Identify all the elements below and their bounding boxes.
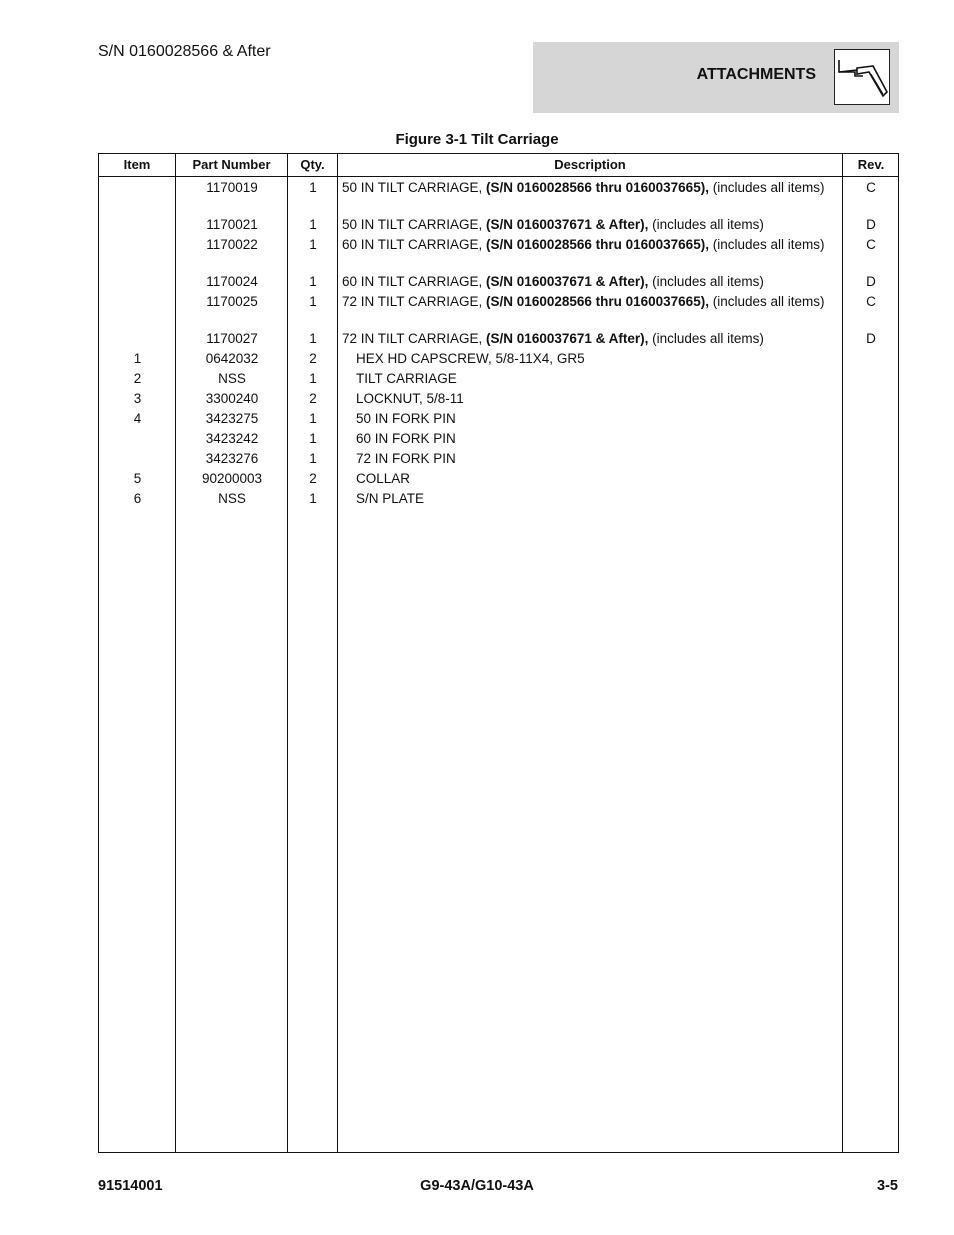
fork-attachment-icon (834, 49, 890, 105)
description (356, 450, 856, 467)
table-row (99, 408, 898, 428)
description-note: (includes all items) (708, 294, 825, 309)
item-number: 5 (133, 471, 142, 486)
part-number: 3300240 (205, 391, 259, 406)
item-number: 1 (133, 351, 142, 366)
description-text: 72 IN TILT CARRIAGE, (342, 294, 487, 309)
description (356, 470, 856, 487)
part-number: NSS (218, 491, 246, 506)
table-row (99, 488, 898, 508)
revision: C (866, 180, 876, 195)
description-text: 60 IN TILT CARRIAGE, (342, 237, 487, 252)
quantity: 1 (309, 237, 317, 252)
description-text: S/N PLATE (356, 491, 425, 506)
serial-range-text: (S/N 0160037671 & After), (486, 274, 649, 289)
header-description: Description (554, 157, 626, 172)
item-number: 4 (133, 411, 142, 426)
quantity: 2 (309, 471, 317, 486)
description-text: 72 IN FORK PIN (356, 451, 456, 466)
serial-range-text: (S/N 0160028566 thru 0160037665), (486, 180, 709, 195)
description (342, 216, 842, 233)
part-number: 3423242 (205, 431, 259, 446)
quantity: 1 (309, 491, 317, 506)
description (356, 410, 856, 427)
header-rev: Rev. (857, 157, 885, 172)
part-number: 0642032 (205, 351, 259, 366)
serial-range: S/N 0160028566 & After (98, 43, 271, 60)
revision: C (866, 294, 876, 309)
item-number: 6 (133, 491, 142, 506)
description-note: (includes all items) (648, 217, 764, 232)
table-row (99, 348, 898, 368)
quantity: 1 (309, 371, 317, 386)
quantity: 1 (309, 451, 317, 466)
part-number: 1170027 (206, 331, 258, 346)
table-row (99, 271, 898, 291)
quantity: 1 (309, 180, 317, 195)
table-row (99, 448, 898, 468)
table-row (99, 234, 898, 271)
item-number: 3 (133, 391, 142, 406)
description (356, 350, 856, 367)
part-number: 90200003 (201, 471, 263, 486)
header-item: Item (123, 157, 151, 172)
section-header (533, 42, 899, 113)
header-qty: Qty. (300, 157, 325, 172)
quantity: 2 (309, 391, 317, 406)
part-number: NSS (218, 371, 246, 386)
description-text: HEX HD CAPSCREW, 5/8-11X4, GR5 (356, 351, 585, 366)
quantity: 1 (309, 331, 317, 346)
description-text: 50 IN TILT CARRIAGE, (342, 217, 487, 232)
description-text: TILT CARRIAGE (356, 371, 457, 386)
part-number: 1170019 (206, 180, 258, 195)
description (356, 430, 856, 447)
description-note: (includes all items) (648, 274, 764, 289)
description-text: COLLAR (356, 471, 411, 486)
part-number: 3423276 (205, 451, 259, 466)
table-row (99, 428, 898, 448)
description (342, 236, 842, 253)
part-number: 1170022 (206, 237, 258, 252)
description-text: 60 IN FORK PIN (356, 431, 456, 446)
part-number: 1170024 (206, 274, 258, 289)
description (342, 273, 842, 290)
quantity: 1 (309, 294, 317, 309)
table-row (99, 388, 898, 408)
table-row (99, 214, 898, 234)
table-row (99, 177, 898, 214)
table-row (99, 468, 898, 488)
serial-range-text: (S/N 0160037671 & After), (486, 217, 649, 232)
footer-model: G9-43A/G10-43A (420, 1178, 534, 1194)
parts-table (98, 153, 899, 1153)
footer-doc-number: 91514001 (98, 1178, 163, 1194)
header-part-number: Part Number (192, 157, 271, 172)
description-text: 72 IN TILT CARRIAGE, (342, 331, 487, 346)
section-title: ATTACHMENTS (696, 66, 816, 83)
description (342, 293, 842, 310)
quantity: 1 (309, 411, 317, 426)
table-row (99, 291, 898, 328)
description-note: (includes all items) (708, 237, 825, 252)
description (342, 179, 842, 196)
description-note: (includes all items) (708, 180, 825, 195)
quantity: 2 (309, 351, 317, 366)
part-number: 1170025 (206, 294, 258, 309)
table-row (99, 368, 898, 388)
description-text: 50 IN TILT CARRIAGE, (342, 180, 487, 195)
revision: D (866, 274, 876, 289)
description (356, 490, 856, 507)
description-text: LOCKNUT, 5/8-11 (356, 391, 464, 406)
part-number: 1170021 (206, 217, 258, 232)
description-note: (includes all items) (648, 331, 764, 346)
figure-title: Figure 3-1 Tilt Carriage (395, 131, 559, 148)
description-text: 60 IN TILT CARRIAGE, (342, 274, 487, 289)
part-number: 3423275 (205, 411, 259, 426)
table-body (99, 177, 898, 508)
quantity: 1 (309, 274, 317, 289)
description (356, 390, 856, 407)
revision: D (866, 217, 876, 232)
item-number: 2 (133, 371, 142, 386)
revision: D (866, 331, 876, 346)
serial-range-text: (S/N 0160028566 thru 0160037665), (486, 294, 709, 309)
serial-range-text: (S/N 0160037671 & After), (486, 331, 649, 346)
revision: C (866, 237, 876, 252)
footer-page-number: 3-5 (877, 1178, 898, 1194)
quantity: 1 (309, 217, 317, 232)
description-text: 50 IN FORK PIN (356, 411, 456, 426)
quantity: 1 (309, 431, 317, 446)
description (356, 370, 856, 387)
table-row (99, 328, 898, 348)
serial-range-text: (S/N 0160028566 thru 0160037665), (486, 237, 709, 252)
description (342, 330, 842, 347)
